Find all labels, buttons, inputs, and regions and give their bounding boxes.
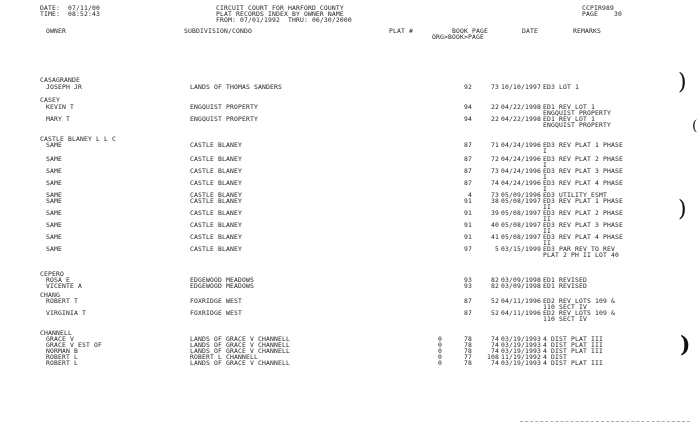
remarks-line: I: [543, 173, 547, 181]
subdivision: CASTLE BLANEY: [190, 191, 242, 199]
owner-name: GRACE V EST OF: [46, 341, 102, 349]
book-number: 78: [464, 347, 472, 355]
subdivision: CASTLE BLANEY: [190, 197, 242, 205]
owner-group-name: CHANNELL: [40, 329, 72, 337]
page-number: 22: [491, 103, 499, 111]
book-number: 91: [464, 197, 472, 205]
col-plat: PLAT #: [389, 27, 413, 35]
remarks-line: ED3 UTILITY ESMT: [543, 191, 607, 199]
remarks-line: 110 SECT IV: [543, 315, 587, 323]
owner-name: SAME: [46, 191, 62, 199]
page-number: 73: [491, 167, 499, 175]
col-subdivision: SUBDIVISION/CONDO: [184, 27, 252, 35]
subdivision: LANDS OF THOMAS SANDERS: [190, 83, 282, 91]
remarks-line: ED3 REV PLAT 4 PHASE: [543, 233, 623, 241]
page-number: 74: [491, 179, 499, 187]
owner-group-name: CASAGRANDE: [40, 76, 80, 84]
page-number: 74: [491, 347, 499, 355]
remarks-line: 4 DIST: [543, 353, 567, 361]
subdivision: CASTLE BLANEY: [190, 221, 242, 229]
book-number: 92: [464, 83, 472, 91]
owner-name: SAME: [46, 179, 62, 187]
page-number: 73: [491, 191, 499, 199]
book-number: 87: [464, 179, 472, 187]
remarks-line: ED2 REV LOTS 109 &: [543, 309, 615, 317]
subdivision: CASTLE BLANEY: [190, 167, 242, 175]
remarks-line: ENGQUIST PROPERTY: [543, 109, 611, 117]
record-date: 05/08/1997: [501, 221, 541, 229]
remarks-line: II: [543, 227, 551, 235]
remarks-line: 4 DIST PLAT III: [543, 341, 603, 349]
remarks-line: ED1 REV LOT 1: [543, 115, 595, 123]
owner-name: ROBERT L: [46, 359, 78, 367]
book-number: 94: [464, 115, 472, 123]
subdivision: LANDS OF GRACE V CHANNELL: [190, 347, 290, 355]
record-date: 05/08/1997: [501, 197, 541, 205]
remarks-line: I: [543, 147, 547, 155]
owner-name: SAME: [46, 141, 62, 149]
page-number: 82: [491, 282, 499, 290]
record-date: 03/19/1993: [501, 335, 541, 343]
subdivision: ROBERT L CHANNELL: [190, 353, 258, 361]
date-range: FROM: 07/01/1992 THRU: 06/30/2000: [216, 16, 352, 24]
remarks-line: ED2 REV LOTS 109 &: [543, 297, 615, 305]
remarks-line: I: [543, 161, 547, 169]
book-number: 97: [464, 245, 472, 253]
record-date: 03/19/1993: [501, 359, 541, 367]
col-date: DATE: [522, 27, 538, 35]
record-date: 04/22/1998: [501, 115, 541, 123]
book-number: 78: [464, 341, 472, 349]
subdivision: CASTLE BLANEY: [190, 209, 242, 217]
book-number: 94: [464, 103, 472, 111]
page-divider: [520, 421, 690, 422]
court-name: CIRCUIT COURT FOR HARFORD COUNTY: [216, 4, 344, 12]
remarks-line: 4 DIST PLAT III: [543, 335, 603, 343]
owner-name: KEVIN T: [46, 103, 74, 111]
record-date: 10/10/1997: [501, 83, 541, 91]
page-number: 74: [491, 341, 499, 349]
remarks-line: ED3 REV PLAT 2 PHASE: [543, 209, 623, 217]
book-number: 78: [464, 335, 472, 343]
report-time: TIME: 08:52:43: [40, 10, 100, 18]
index-title: PLAT RECORDS INDEX BY OWNER NAME: [216, 10, 344, 18]
col-org-book-page: ORG>BOOK>PAGE: [432, 33, 484, 41]
subdivision: CASTLE BLANEY: [190, 155, 242, 163]
owner-name: SAME: [46, 221, 62, 229]
subdivision: ENGQUIST PROPERTY: [190, 103, 258, 111]
page-number: 108: [487, 353, 499, 361]
remarks-line: ED3 REV PLAT 4 PHASE: [543, 179, 623, 187]
book-number: 91: [464, 209, 472, 217]
margin-mark: (: [692, 118, 698, 134]
owner-group-name: CEPERO: [40, 270, 64, 278]
remarks-line: 110 SECT IV: [543, 303, 587, 311]
book-number: 4: [468, 191, 472, 199]
record-date: 03/19/1993: [501, 347, 541, 355]
record-date: 03/15/1999: [501, 245, 541, 253]
subdivision: EDGEWOOD MEADOWS: [190, 282, 254, 290]
page-number: 74: [491, 335, 499, 343]
margin-mark: ): [678, 70, 687, 95]
owner-name: SAME: [46, 245, 62, 253]
page-number: 73: [491, 83, 499, 91]
owner-name: SAME: [46, 233, 62, 241]
page-number: 52: [491, 297, 499, 305]
book-number: 87: [464, 297, 472, 305]
subdivision: CASTLE BLANEY: [190, 233, 242, 241]
book-number: 77: [464, 353, 472, 361]
remarks-line: ED1 REVISED: [543, 282, 587, 290]
book-number: 87: [464, 309, 472, 317]
record-date: 05/08/1997: [501, 233, 541, 241]
page-number: 82: [491, 276, 499, 284]
owner-name: SAME: [46, 209, 62, 217]
subdivision: FOXRIDGE WEST: [190, 309, 242, 317]
org-value: 0: [438, 359, 442, 367]
owner-name: ROBERT L: [46, 353, 78, 361]
record-date: 11/19/1992: [501, 353, 541, 361]
remarks-line: ED3 REV PLAT 1 PHASE: [543, 197, 623, 205]
subdivision: ENGQUIST PROPERTY: [190, 115, 258, 123]
remarks-line: ED3 PAR REV TO REV: [543, 245, 615, 253]
page-number: PAGE 30: [582, 10, 622, 18]
owner-name: ROBERT T: [46, 297, 78, 305]
record-date: 03/09/1998: [501, 282, 541, 290]
org-value: 0: [438, 341, 442, 349]
remarks-line: ED3 REV PLAT 3 PHASE: [543, 221, 623, 229]
record-date: 04/24/1996: [501, 167, 541, 175]
report-date: DATE: 07/11/00: [40, 4, 100, 12]
record-date: 04/24/1996: [501, 155, 541, 163]
book-number: 91: [464, 221, 472, 229]
record-date: 03/09/1998: [501, 276, 541, 284]
remarks-line: II: [543, 203, 551, 211]
remarks-line: ED3 REV PLAT 3 PHASE: [543, 167, 623, 175]
owner-group-name: CASTLE BLANEY L L C: [40, 135, 116, 143]
subdivision: CASTLE BLANEY: [190, 179, 242, 187]
owner-name: SAME: [46, 197, 62, 205]
owner-name: VICENTE A: [46, 282, 82, 290]
subdivision: LANDS OF GRACE V CHANNELL: [190, 341, 290, 349]
page-number: 71: [491, 141, 499, 149]
remarks-line: ED3 REV PLAT 2 PHASE: [543, 155, 623, 163]
record-date: 04/24/1996: [501, 179, 541, 187]
page-number: 39: [491, 209, 499, 217]
page-number: 52: [491, 309, 499, 317]
remarks-line: I: [543, 185, 547, 193]
subdivision: LANDS OF GRACE V CHANNELL: [190, 359, 290, 367]
remarks-line: ED3 REV PLAT 1 PHASE: [543, 141, 623, 149]
remarks-line: ENGQUIST PROPERTY: [543, 121, 611, 129]
remarks-line: ED1 REVISED: [543, 276, 587, 284]
book-number: 91: [464, 233, 472, 241]
subdivision: LANDS OF GRACE V CHANNELL: [190, 335, 290, 343]
remarks-line: ED3 LOT 1: [543, 83, 579, 91]
org-value: 0: [438, 347, 442, 355]
book-number: 87: [464, 141, 472, 149]
page-number: 40: [491, 221, 499, 229]
owner-name: VIRGINIA T: [46, 309, 86, 317]
subdivision: CASTLE BLANEY: [190, 245, 242, 253]
margin-mark: ): [680, 332, 691, 358]
report-id: CCPIR989: [582, 4, 614, 12]
org-value: 0: [438, 353, 442, 361]
page-number: 74: [491, 359, 499, 367]
remarks-line: PLAT 2 PH II LOT 40: [543, 251, 619, 259]
subdivision: CASTLE BLANEY: [190, 141, 242, 149]
owner-name: MARY T: [46, 115, 70, 123]
record-date: 04/22/1998: [501, 103, 541, 111]
record-date: 04/24/1996: [501, 141, 541, 149]
book-number: 78: [464, 359, 472, 367]
owner-name: SAME: [46, 155, 62, 163]
remarks-line: II: [543, 215, 551, 223]
page-number: 41: [491, 233, 499, 241]
page-number: 38: [491, 197, 499, 205]
remarks-line: II: [543, 239, 551, 247]
subdivision: FOXRIDGE WEST: [190, 297, 242, 305]
book-number: 87: [464, 167, 472, 175]
book-number: 93: [464, 276, 472, 284]
remarks-line: 4 DIST PLAT III: [543, 347, 603, 355]
owner-group-name: CHANG: [40, 291, 60, 299]
col-owner: OWNER: [46, 27, 66, 35]
owner-name: NORMAN B: [46, 347, 78, 355]
page-number: 72: [491, 155, 499, 163]
remarks-line: 4 DIST PLAT III: [543, 359, 603, 367]
owner-name: GRACE V: [46, 335, 74, 343]
margin-mark: ): [678, 197, 687, 222]
record-date: 03/19/1993: [501, 341, 541, 349]
owner-name: ROSA E: [46, 276, 70, 284]
book-number: 87: [464, 155, 472, 163]
org-value: 0: [438, 335, 442, 343]
owner-group-name: CASEY: [40, 96, 60, 104]
book-number: 93: [464, 282, 472, 290]
remarks-line: ED1 REV LOT 1: [543, 103, 595, 111]
subdivision: EDGEWOOD MEADOWS: [190, 276, 254, 284]
record-date: 04/11/1996: [501, 309, 541, 317]
record-date: 05/09/1996: [501, 191, 541, 199]
owner-name: JOSEPH JR: [46, 83, 82, 91]
col-remarks: REMARKS: [573, 27, 601, 35]
page-number: 22: [491, 115, 499, 123]
record-date: 04/11/1996: [501, 297, 541, 305]
record-date: 05/08/1997: [501, 209, 541, 217]
owner-name: SAME: [46, 167, 62, 175]
page-number: 5: [495, 245, 499, 253]
col-book-page: BOOK PAGE: [452, 27, 488, 35]
